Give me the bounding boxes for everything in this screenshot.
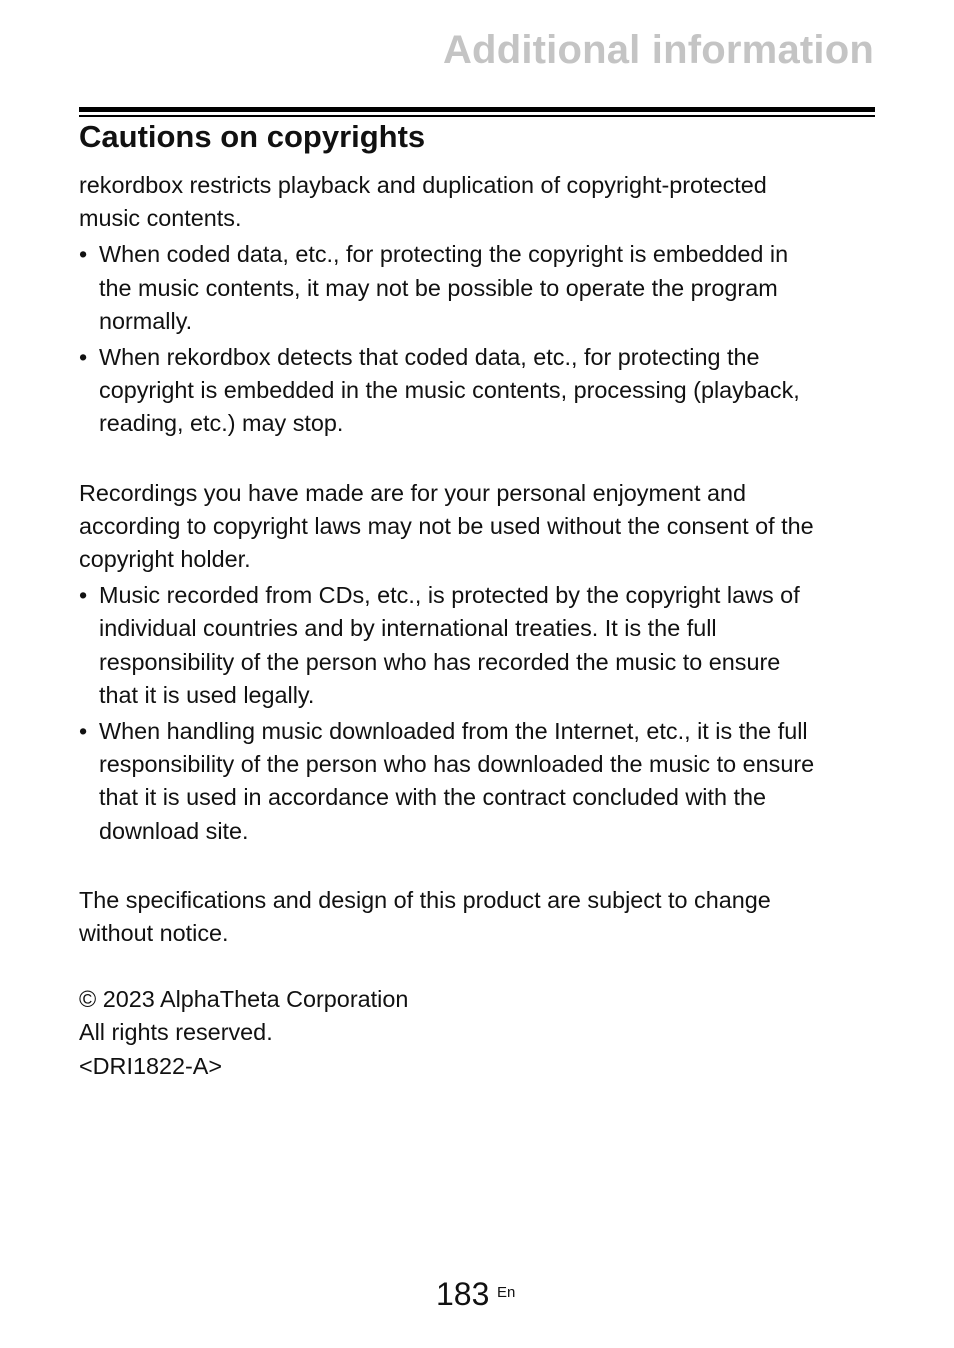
specs-line: The specifications and design of this product are subject to change: [79, 886, 771, 913]
bullet-line: When rekordbox detects that coded data, etc., for protecting the: [99, 344, 760, 371]
spacer: [79, 950, 879, 983]
document-code: <DRI1822-A>: [79, 1052, 223, 1079]
specs-paragraph: [79, 884, 879, 950]
bullet-line: the music contents, it may not be possible to operate the program: [99, 274, 778, 301]
intro-line: rekordbox restricts playback and duplication of copyright-protected: [79, 172, 767, 198]
copyright-block: [79, 983, 879, 1083]
intro-line: music contents.: [79, 205, 242, 232]
bullet-icon: •: [79, 241, 88, 268]
bullet-list-recordings: [79, 579, 879, 848]
bullet-line: reading, etc.) may stop.: [99, 410, 344, 437]
bullet-line: copyright is embedded in the music contents, processing (playback,: [99, 377, 800, 404]
list-item: [79, 341, 879, 441]
copyright-notice: © 2023 AlphaTheta Corporation: [79, 986, 409, 1013]
bullet-icon: •: [79, 344, 88, 371]
list-item: [79, 238, 879, 338]
bullet-list-playback: [79, 238, 879, 440]
bullet-line: Music recorded from CDs, etc., is protected by the copyright laws of: [99, 582, 800, 609]
bullet-icon: •: [79, 582, 88, 609]
recordings-line: copyright holder.: [79, 546, 251, 573]
bullet-line: When coded data, etc., for protecting the copyright is embedded in: [99, 241, 789, 268]
recordings-line: Recordings you have made are for your personal enjoyment and: [79, 479, 747, 506]
bullet-line: responsibility of the person who has downloaded the music to ensure: [99, 751, 815, 778]
page-number: 183: [436, 1276, 490, 1312]
intro-paragraph: [79, 169, 879, 235]
header-rule-thick: [79, 107, 875, 112]
page-header-title: Additional information: [442, 28, 874, 72]
list-item: [79, 715, 879, 848]
page-language: En: [497, 1284, 516, 1301]
bullet-line: responsibility of the person who has recorded the music to ensure: [99, 648, 781, 675]
recordings-line: according to copyright laws may not be used without the consent of the: [79, 512, 814, 539]
bullet-line: individual countries and by international treaties. It is the full: [99, 615, 717, 642]
section-title: Cautions on copyrights: [79, 119, 426, 154]
recordings-paragraph: [79, 477, 879, 577]
main-content: [79, 117, 879, 1083]
bullet-line: normally.: [99, 307, 193, 334]
specs-line: without notice.: [79, 920, 229, 947]
bullet-line: that it is used legally.: [99, 681, 315, 708]
bullet-icon: •: [79, 718, 88, 745]
spacer: [79, 444, 879, 477]
rights-reserved: All rights reserved.: [79, 1019, 273, 1046]
spacer: [79, 851, 879, 884]
bullet-line: that it is used in accordance with the contract concluded with the: [99, 784, 767, 811]
bullet-line: download site.: [99, 817, 249, 844]
bullet-line: When handling music downloaded from the Internet, etc., it is the full: [99, 718, 808, 745]
list-item: [79, 579, 879, 712]
